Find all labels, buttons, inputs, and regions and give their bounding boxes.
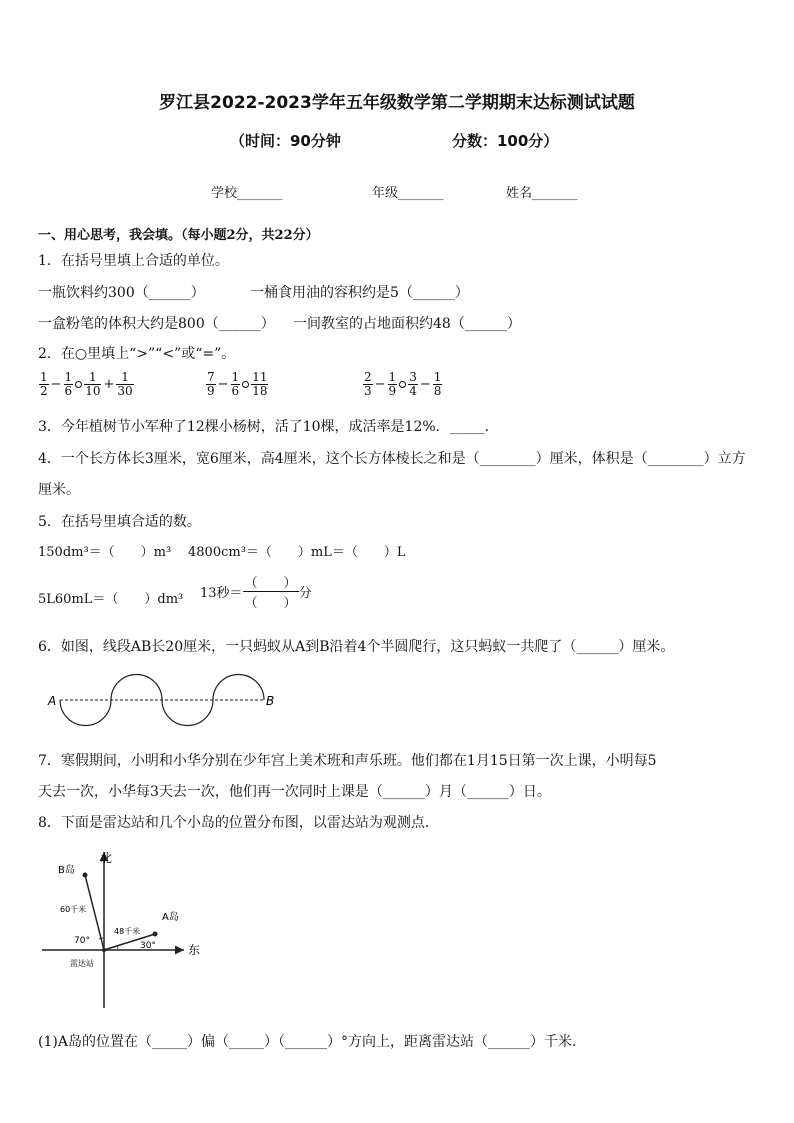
school-field: 学校_______ bbox=[211, 186, 283, 201]
exam-time: （时间：90分钟 bbox=[230, 132, 341, 150]
fraction: $\frac{1}{8}$ bbox=[433, 370, 442, 398]
q4-line-1: 4．一个长方体长3厘米，宽6厘米，高4厘米，这个长方体棱长之和是（________）厘米，体积是（________）立方 bbox=[38, 451, 746, 467]
east-label: 东 bbox=[188, 943, 201, 957]
section-heading: 一、用心思考，我会填。（每小题2分，共22分） bbox=[38, 228, 319, 243]
q4-line-2: 厘米。 bbox=[38, 482, 80, 498]
dist-b-label: 60千米 bbox=[60, 905, 87, 914]
fraction: $\frac{11}{18}$ bbox=[252, 370, 268, 398]
b-island-label: B岛 bbox=[58, 865, 75, 876]
q6-stem: 6．如图，线段AB长20厘米，一只蚂蚁从A到B沿着4个半圆爬行，这只蚂蚁一共爬了（______）厘米。 bbox=[38, 639, 675, 655]
q1-a: 一瓶饮料约300（______） bbox=[38, 285, 205, 301]
q1-stem: 1．在括号里填上合适的单位。 bbox=[38, 253, 229, 269]
q1-c: 一盒粉笔的体积大约是800（______） bbox=[38, 316, 275, 332]
compare-circle bbox=[242, 381, 249, 388]
north-label: 北 bbox=[100, 851, 113, 865]
b-island-point bbox=[83, 873, 88, 878]
radar-diagram bbox=[38, 842, 208, 1012]
page-title: 罗江县2022-2023学年五年级数学第二学期期末达标测试试题 bbox=[159, 93, 635, 113]
q5-a: 150dm³＝（ ）m³ bbox=[38, 545, 172, 560]
dist-a-label: 48千米 bbox=[114, 927, 141, 936]
q2-group-1: $\frac{1}{2}$ − $\frac{1}{6}$ $\frac{1}{10}$ + $\frac{1}{30}$ bbox=[40, 370, 133, 398]
q7-line-2: 天去一次，小华每3天去一次，他们再一次同时上课是（______）月（______）日。 bbox=[38, 784, 551, 800]
fraction: $\frac{1}{6}$ bbox=[231, 370, 240, 398]
semicircle-4 bbox=[213, 675, 264, 701]
fraction: $\frac{1}{6}$ bbox=[64, 370, 73, 398]
label-a: A bbox=[48, 694, 57, 708]
semicircle-1 bbox=[60, 700, 111, 726]
q7-line-1: 7．寒假期间，小明和小华分别在少年宫上美术班和声乐班。他们都在1月15日第一次上课，小明每5 bbox=[38, 753, 657, 769]
angle-a-label: 30° bbox=[140, 941, 156, 951]
fraction: $\frac{1}{30}$ bbox=[117, 370, 133, 398]
q8-stem: 8．下面是雷达站和几个小岛的位置分布图，以雷达站为观测点． bbox=[38, 815, 439, 831]
compare-circle bbox=[399, 381, 406, 388]
fraction: $\frac{2}{3}$ bbox=[364, 370, 372, 398]
q3-text: 3．今年植树节小军种了12棵小杨树，活了10棵，成活率是12%．_____． bbox=[38, 419, 499, 435]
q1-d: 一间教室的占地面积约48（______） bbox=[293, 316, 521, 332]
fraction: $\frac{1}{10}$ bbox=[85, 370, 101, 398]
q8-sub1: (1)A岛的位置在（_____）偏（_____）（______）°方向上，距离雷达站（______）千米． bbox=[38, 1034, 586, 1050]
semicircle-figure bbox=[40, 668, 290, 730]
grade-field: 年级_______ bbox=[372, 186, 444, 201]
fraction: $\frac{1}{2}$ bbox=[40, 370, 48, 398]
q5-c: 5L60mL＝（ ）dm³ bbox=[38, 592, 184, 607]
angle-b-label: 70° bbox=[74, 936, 90, 946]
a-island-point bbox=[153, 932, 158, 937]
station-point bbox=[102, 948, 106, 952]
q2-group-2: $\frac{7}{9}$ − $\frac{1}{6}$ $\frac{11}{18}$ bbox=[207, 370, 268, 398]
q5-b: 4800cm³＝（ ）mL＝（ ）L bbox=[188, 545, 406, 560]
name-field: 姓名_______ bbox=[506, 186, 578, 201]
compare-circle bbox=[75, 381, 82, 388]
label-b: B bbox=[266, 694, 275, 708]
q5-d: 13秒＝ （ ） （ ） 分 bbox=[200, 572, 312, 611]
fraction: $\frac{7}{9}$ bbox=[207, 370, 215, 398]
q5-stem: 5．在括号里填合适的数。 bbox=[38, 514, 201, 530]
fraction-blank: （ ） （ ） bbox=[243, 572, 299, 611]
q1-b: 一桶食用油的容积约是5（______） bbox=[250, 285, 469, 301]
q2-group-3: $\frac{2}{3}$ − $\frac{1}{9}$ $\frac{3}{4}$ − $\frac{1}{8}$ bbox=[364, 370, 442, 398]
exam-score: 分数：100分） bbox=[452, 132, 559, 150]
a-island-label: A岛 bbox=[162, 912, 179, 923]
semicircle-2 bbox=[111, 675, 162, 700]
semicircle-3 bbox=[162, 700, 213, 726]
station-label: 雷达站 bbox=[70, 959, 94, 968]
fraction: $\frac{3}{4}$ bbox=[409, 370, 417, 398]
q2-stem: 2．在○里填上“>”“<”或“=”。 bbox=[38, 346, 236, 362]
fraction: $\frac{1}{9}$ bbox=[388, 370, 397, 398]
